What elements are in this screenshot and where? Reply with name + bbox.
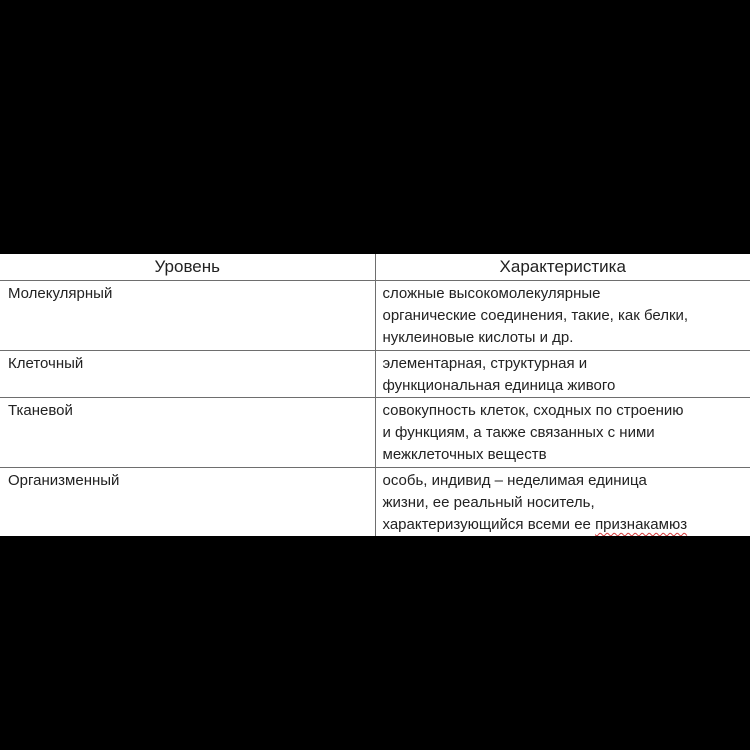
- levels-table: [0, 254, 750, 536]
- levels-table-area: [0, 254, 750, 536]
- characteristic-line: сложные высокомолекулярные: [382, 285, 601, 302]
- characteristic-line: и функциям, а также связанных с ними: [382, 424, 655, 441]
- table-row: [0, 398, 750, 468]
- characteristic-line: особь, индивид – неделимая единица: [382, 472, 647, 489]
- row-characteristic: [375, 351, 750, 398]
- table-row: [0, 281, 750, 351]
- row-characteristic: [375, 281, 750, 351]
- table-row: [0, 468, 750, 537]
- characteristic-line: нуклеиновые кислоты и др.: [382, 329, 574, 346]
- row-level-name: Тканевой: [0, 398, 375, 468]
- characteristic-line: функциональная единица живого: [382, 377, 616, 394]
- table-row: [0, 351, 750, 398]
- characteristic-line-text: характеризующийся всеми ее: [382, 516, 596, 533]
- characteristic-line: органические соединения, такие, как белки,: [382, 307, 689, 324]
- characteristic-line: элементарная, структурная и: [382, 355, 588, 372]
- misspelled-word: признакамюз: [595, 516, 688, 533]
- header-characteristic: Характеристика: [375, 254, 750, 281]
- row-level-name: Молекулярный: [0, 281, 375, 351]
- row-characteristic: [375, 468, 750, 537]
- row-level-name: Организменный: [8, 472, 120, 489]
- table-header-row: [0, 254, 750, 281]
- characteristic-line: совокупность клеток, сходных по строению: [382, 402, 684, 419]
- characteristic-line-last: [383, 514, 747, 536]
- header-level: Уровень: [0, 254, 375, 281]
- row-characteristic: [375, 398, 750, 468]
- characteristic-line: межклеточных веществ: [382, 446, 547, 463]
- characteristic-line: жизни, ее реальный носитель,: [382, 494, 595, 511]
- row-level-name: Клеточный: [0, 351, 375, 398]
